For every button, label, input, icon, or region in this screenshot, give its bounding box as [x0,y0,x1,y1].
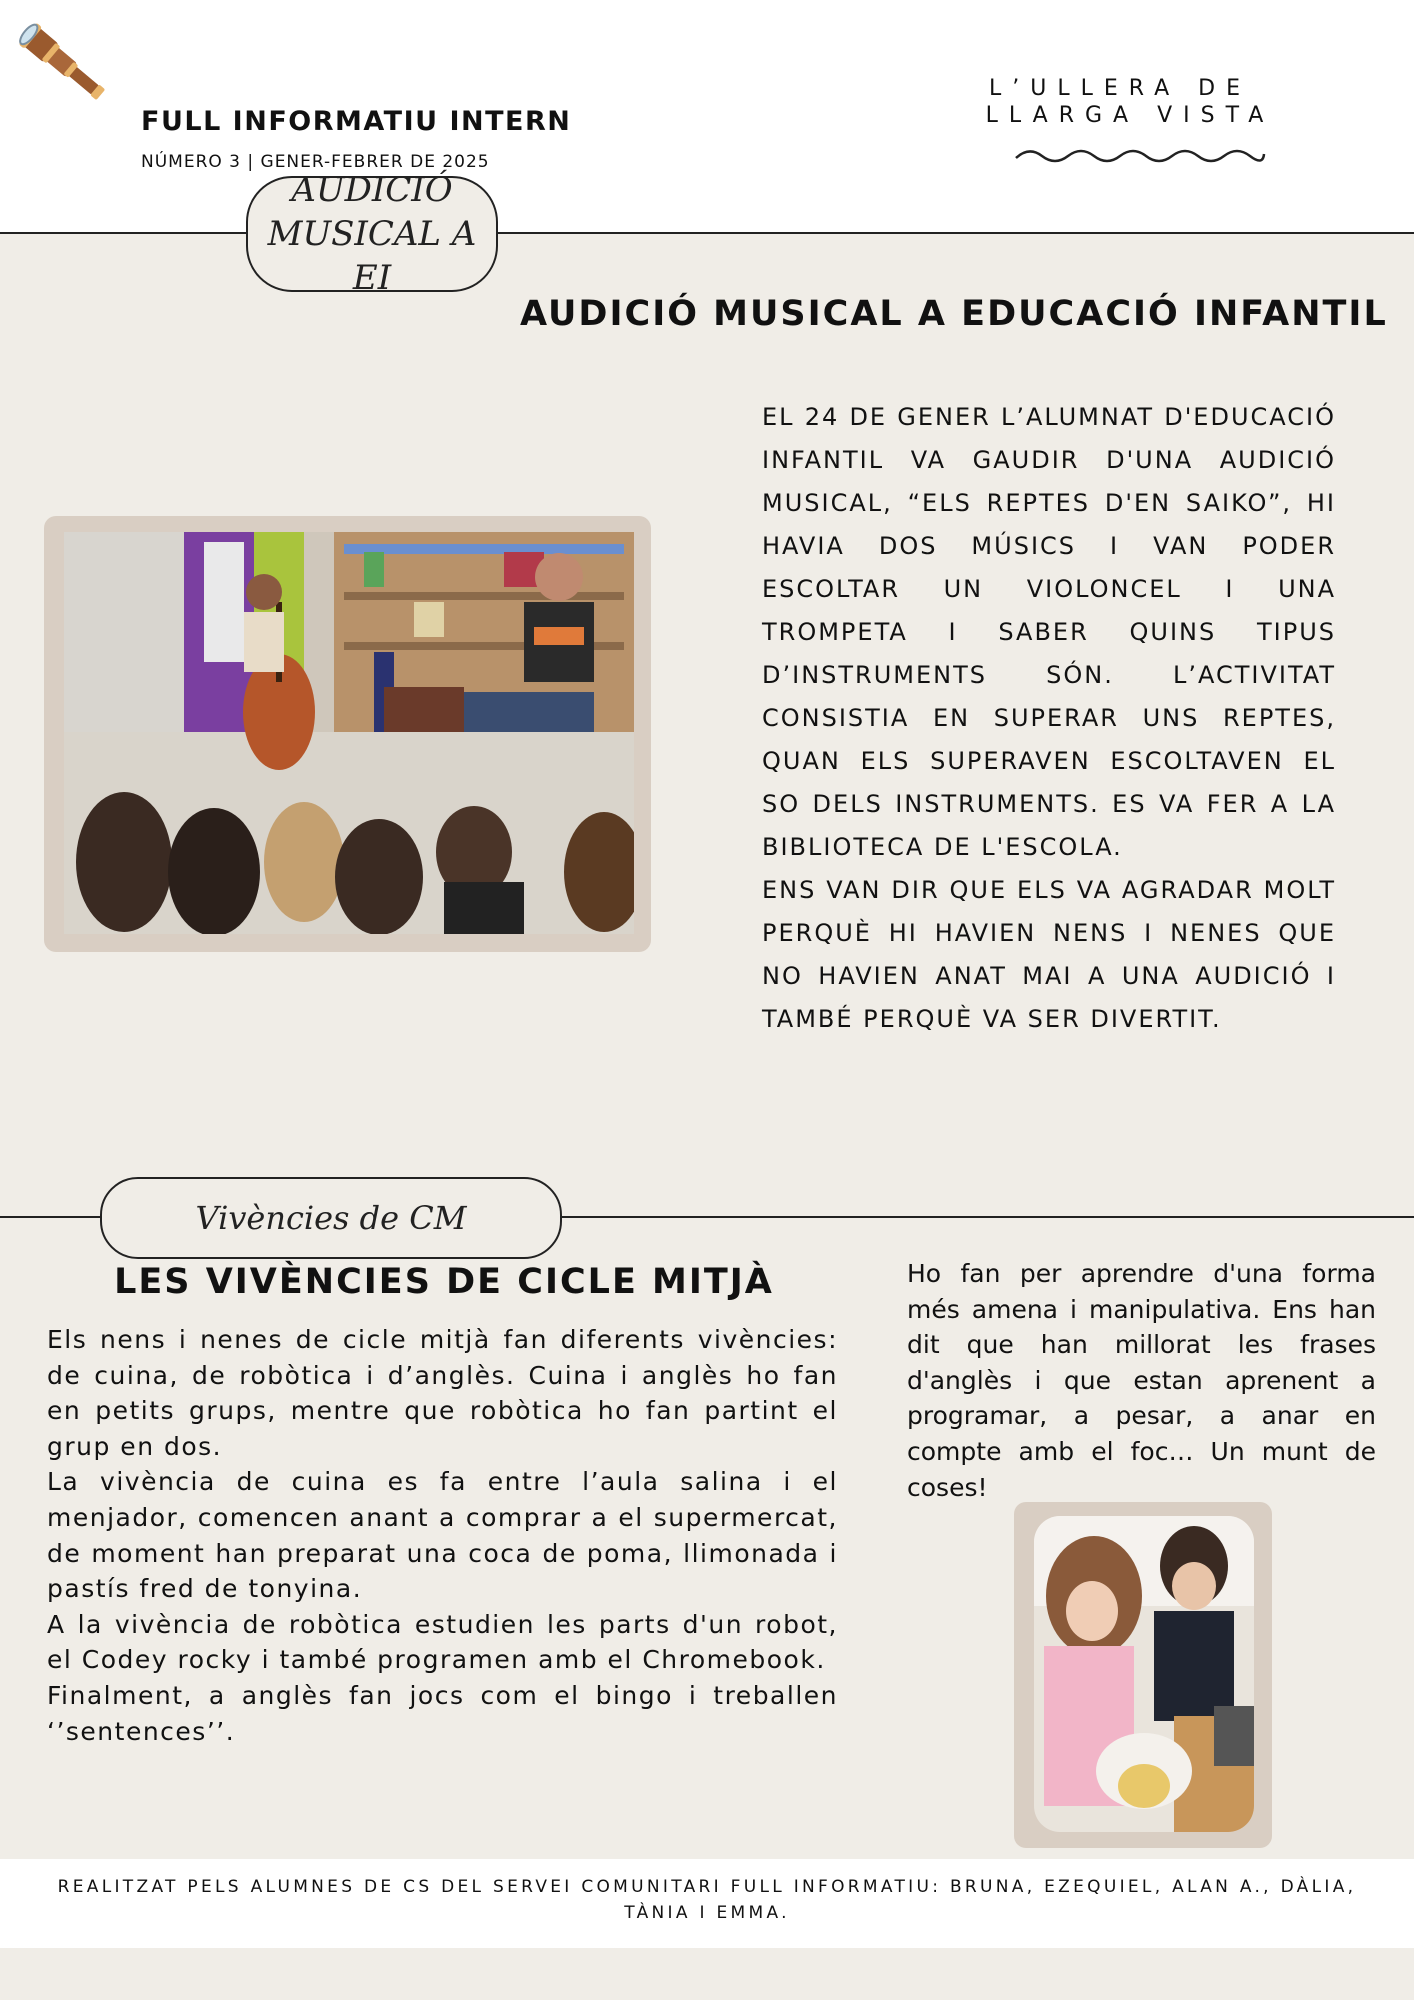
section2-paragraph-3: A la vivència de robòtica estudien les parts d'un robot, el Codey rocky i també programen amb el Chromebook. [47,1609,838,1675]
cooking-photo-image [1034,1516,1254,1832]
section1-body [762,396,1336,1041]
brand-line-1: L’ULLERA DE [988,76,1252,101]
concert-photo [64,532,634,934]
wave-divider [1014,144,1266,168]
section1-tag-line2: MUSICAL A EI [267,214,477,298]
section2-paragraph-4: Finalment, a anglès fan jocs com el bingo i treballen ‘’sentences’’. [47,1680,838,1746]
section2-tag: Vivències de CM [100,1177,562,1259]
telescope-icon [4,4,124,124]
section2-body-right: Ho fan per aprendre d'una forma més amena i manipulativa. Ens han dit que han millorat les frases d'anglès i que estan aprenent a programar, a pesar, a anar en compte amb el foc… Un munt de coses! [907,1259,1376,1502]
section1-rule [0,232,1414,234]
section1-paragraph-2: ENS VAN DIR QUE ELS VA AGRADAR MOLT PERQUÈ HI HAVIEN NENS I NENES QUE NO HAVIEN ANAT MAI A UNA AUDICIÓ I TAMBÉ PERQUÈ VA SER DIVERTIT. [762,876,1336,1033]
section1-paragraph-1: EL 24 DE GENER L’ALUMNAT D'EDUCACIÓ INFANTIL VA GAUDIR D'UNA AUDICIÓ MUSICAL, “ELS REPTES D'EN SAIKO”, HI HAVIA DOS MÚSICS I VAN PODER ESCOLTAR UN VIOLONCEL I UNA TROMPETA I SABER QUINS TIPUS D’INSTRUMENTS SÓN. L’ACTIVITAT CONSISTIA EN SUPERAR UNS REPTES, QUAN ELS SUPERAVEN ESCOLTAVEN EL SO DELS INSTRUMENTS. ES VA FER A LA BIBLIOTECA DE L'ESCOLA. [762,403,1336,861]
section1-heading: AUDICIÓ MUSICAL A EDUCACIÓ INFANTIL [520,294,1388,334]
footer-credits: REALITZAT PELS ALUMNES DE CS DEL SERVEI COMUNITARI FULL INFORMATIU: BRUNA, EZEQUIEL, ALAN A., DÀLIA, TÀNIA I EMMA. [57,1877,1357,1923]
section2-heading: LES VIVÈNCIES DE CICLE MITJÀ [114,1262,774,1302]
section1-tag [246,170,498,298]
issue-info: NÚMERO 3 | GENER-FEBRER DE 2025 [141,152,490,172]
section1-tag-line1: AUDICIÓ [291,170,453,210]
concert-photo-image [64,532,634,934]
brand-line-2: LLARGA VISTA [985,103,1275,128]
section2-body-left [47,1322,838,1749]
section2-paragraph-2: La vivència de cuina es fa entre l’aula salina i el menjador, comencen anant a comprar a el supermercat, de moment han preparat una coca de poma, llimonada i pastís fred de tonyina. [47,1467,838,1604]
section2-paragraph-1: Els nens i nenes de cicle mitjà fan diferents vivències: de cuina, de robòtica i d’anglès. Cuina i anglès ho fan en petits grups, mentre que robòtica ho fan partint el grup en dos. [47,1325,838,1461]
cooking-photo [1034,1516,1254,1832]
newsletter-title: FULL INFORMATIU INTERN [141,106,572,137]
